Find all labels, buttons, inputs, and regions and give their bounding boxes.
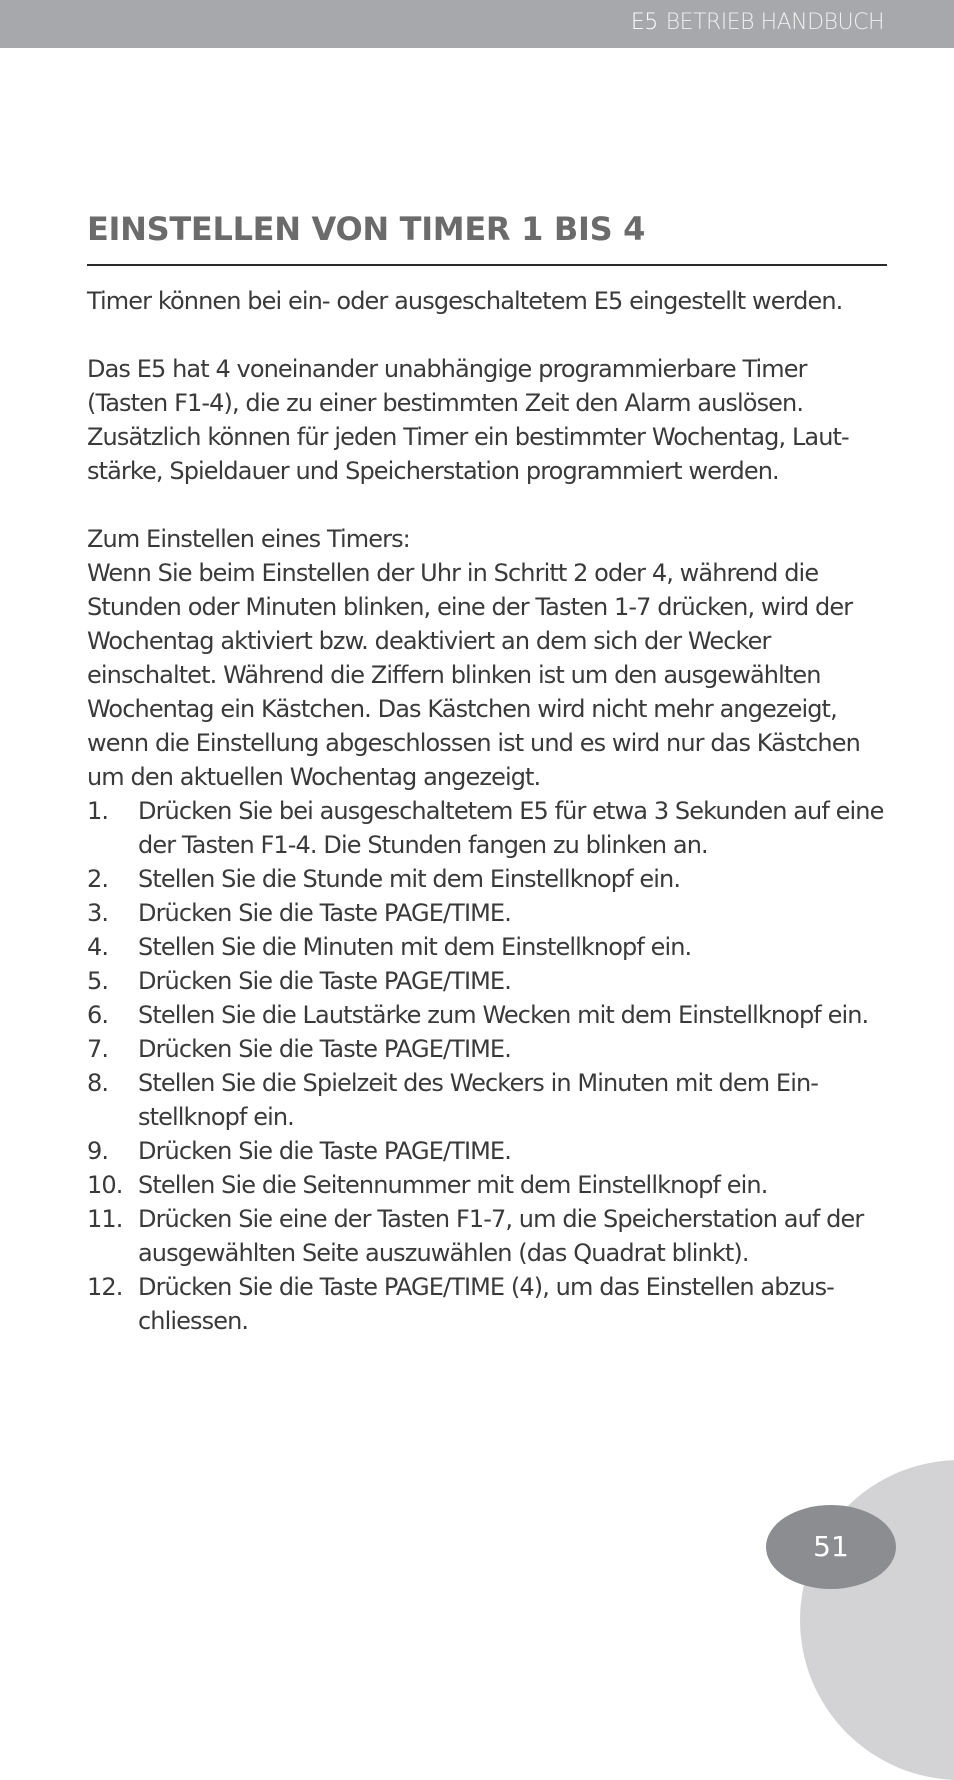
step-number: 7. bbox=[87, 1035, 109, 1063]
step-text: Drücken Sie die Taste PAGE/TIME. bbox=[138, 1137, 511, 1165]
page-content bbox=[87, 284, 892, 1338]
step-text: Drücken Sie eine der Tasten F1-7, um die Speicherstation auf der ausgewählten Seite auszuwählen (das Quadrat blinkt). bbox=[138, 1205, 864, 1267]
steps-list bbox=[87, 794, 892, 1338]
page-title: EINSTELLEN VON TIMER 1 BIS 4 bbox=[87, 210, 646, 248]
list-item bbox=[87, 1134, 892, 1168]
list-item bbox=[87, 1202, 892, 1270]
step-text: Drücken Sie die Taste PAGE/TIME. bbox=[138, 899, 511, 927]
step-text: Drücken Sie die Taste PAGE/TIME (4), um das Einstellen abzus- chliessen. bbox=[138, 1273, 834, 1335]
step-number: 10. bbox=[87, 1171, 123, 1199]
running-header bbox=[631, 10, 884, 35]
title-divider bbox=[87, 264, 887, 266]
step-number: 1. bbox=[87, 797, 109, 825]
header-bar bbox=[0, 0, 954, 48]
step-text: Drücken Sie bei ausgeschaltetem E5 für etwa 3 Sekunden auf eine der Tasten F1-4. Die Stunden fangen zu blinken an. bbox=[138, 797, 884, 859]
step-number: 3. bbox=[87, 899, 109, 927]
step-text: Stellen Sie die Seitennummer mit dem Einstellknopf ein. bbox=[138, 1171, 768, 1199]
step-text: Stellen Sie die Spielzeit des Weckers in Minuten mit dem Ein- stellknopf ein. bbox=[138, 1069, 819, 1131]
step-number: 5. bbox=[87, 967, 109, 995]
step-number: 6. bbox=[87, 1001, 109, 1029]
step-number: 12. bbox=[87, 1273, 123, 1301]
list-item bbox=[87, 964, 892, 998]
instructions-heading: Zum Einstellen eines Timers: bbox=[87, 525, 410, 553]
step-text: Drücken Sie die Taste PAGE/TIME. bbox=[138, 967, 511, 995]
list-item bbox=[87, 896, 892, 930]
step-text: Stellen Sie die Stunde mit dem Einstellknopf ein. bbox=[138, 865, 681, 893]
step-number: 4. bbox=[87, 933, 109, 961]
step-number: 9. bbox=[87, 1137, 109, 1165]
list-item bbox=[87, 1270, 892, 1338]
step-number: 11. bbox=[87, 1205, 123, 1233]
list-item bbox=[87, 1032, 892, 1066]
list-item bbox=[87, 1168, 892, 1202]
weekday-paragraph: Wenn Sie beim Einstellen der Uhr in Schritt 2 oder 4, während die Stunden oder Minuten blinken, eine der Tasten 1-7 drücken, wird der Wochentag aktiviert bzw. deaktiviert an dem sich der Wecker einschaltet. Während die Ziffern blinken ist um den ausgewählten Wochentag ein Kästchen. Das Kästchen wird nicht mehr angezeigt, wenn die Einstellung abgeschlossen ist und es wird nur das Kästchen um den aktuellen Wochentag angezeigt. bbox=[87, 559, 860, 791]
list-item bbox=[87, 794, 892, 862]
list-item bbox=[87, 930, 892, 964]
step-number: 2. bbox=[87, 865, 109, 893]
step-number: 8. bbox=[87, 1069, 109, 1097]
step-text: Drücken Sie die Taste PAGE/TIME. bbox=[138, 1035, 511, 1063]
list-item bbox=[87, 998, 892, 1032]
step-text: Stellen Sie die Lautstärke zum Wecken mit dem Einstellknopf ein. bbox=[138, 1001, 869, 1029]
intro-paragraph: Timer können bei ein- oder ausgeschaltetem E5 eingestellt werden. bbox=[87, 287, 843, 315]
list-item bbox=[87, 862, 892, 896]
step-text: Stellen Sie die Minuten mit dem Einstellknopf ein. bbox=[138, 933, 692, 961]
timer-description-paragraph: Das E5 hat 4 voneinander unabhängige programmierbare Timer (Tasten F1-4), die zu einer bestimmten Zeit den Alarm auslösen. Zusätzlich können für jeden Timer ein bestimmter Wochentag, Laut- stärke, Spieldauer und Speicherstation programmiert werden. bbox=[87, 355, 849, 485]
list-item bbox=[87, 1066, 892, 1134]
page-number: 51 bbox=[813, 1530, 849, 1563]
header-book-title: BETRIEB HANDBUCH bbox=[665, 10, 884, 35]
header-model: E5 bbox=[630, 10, 658, 35]
